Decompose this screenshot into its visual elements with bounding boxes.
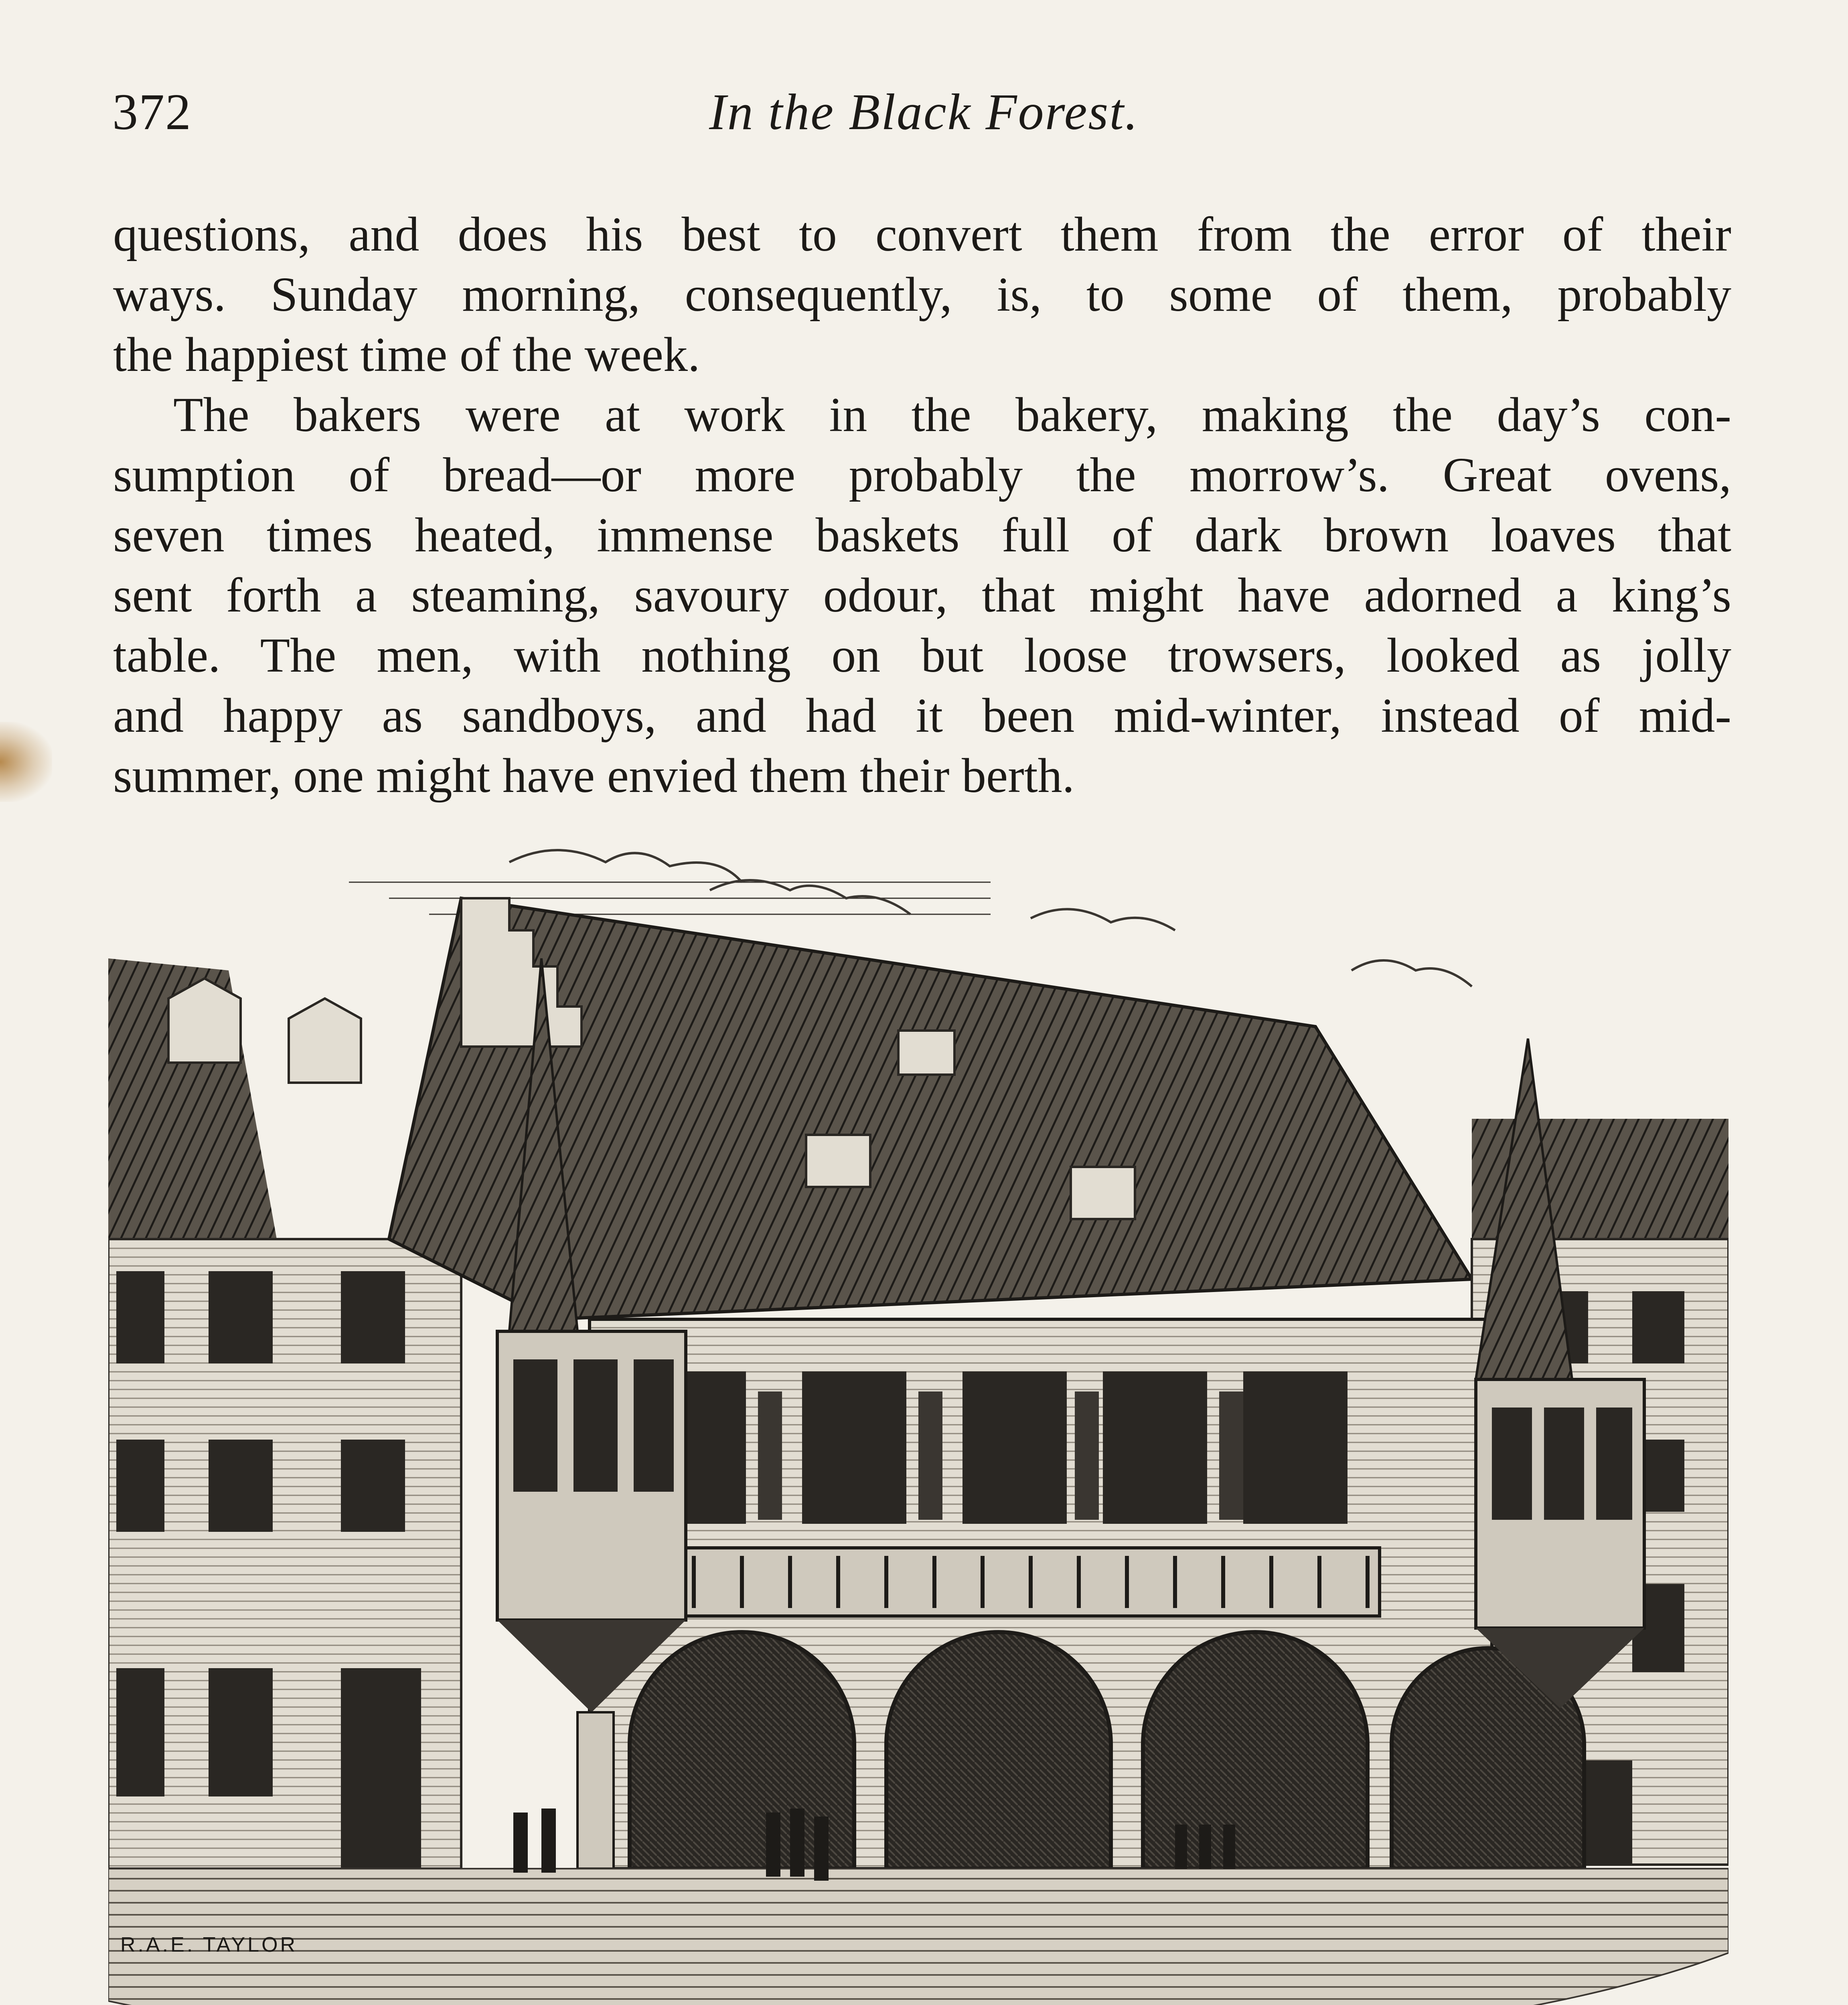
- text-line: the happiest time of the week.: [113, 328, 700, 382]
- text-line: ways. Sunday morning, consequently, is, to some of them, probably: [113, 267, 1731, 322]
- running-title: In the Black Forest.: [709, 83, 1139, 140]
- text-line: table. The men, with nothing on but loose trowsers, looked as jolly: [113, 628, 1731, 683]
- text-line: seven times heated, immense baskets full of dark brown loaves that: [113, 508, 1731, 562]
- text-line: sent forth a steaming, savoury odour, that might have adorned a king’s: [113, 568, 1731, 622]
- cobblestone-square: [108, 1869, 1728, 2005]
- text-line: The bakers were at work in the bakery, making the day’s con-: [173, 388, 1731, 442]
- text-line: summer, one might have envied them their berth.: [113, 749, 1075, 803]
- kaufhaus-engraving: [108, 838, 1728, 2005]
- paper-stain: [0, 722, 52, 802]
- text-line: questions, and does his best to convert them from the error of their: [113, 207, 1731, 261]
- text-line: and happy as sandboys, and had it been mid-winter, instead of mid-: [113, 689, 1731, 743]
- paragraph-top: [113, 205, 1731, 806]
- kaufhaus-facade: [590, 1319, 1584, 1869]
- page-number: 372: [112, 83, 192, 140]
- engraver-signature: R.A.E. TAYLOR: [120, 1933, 298, 1956]
- left-house: [108, 958, 461, 1869]
- text-line: sumption of bread—or more probably the morrow’s. Great ovens,: [113, 448, 1731, 502]
